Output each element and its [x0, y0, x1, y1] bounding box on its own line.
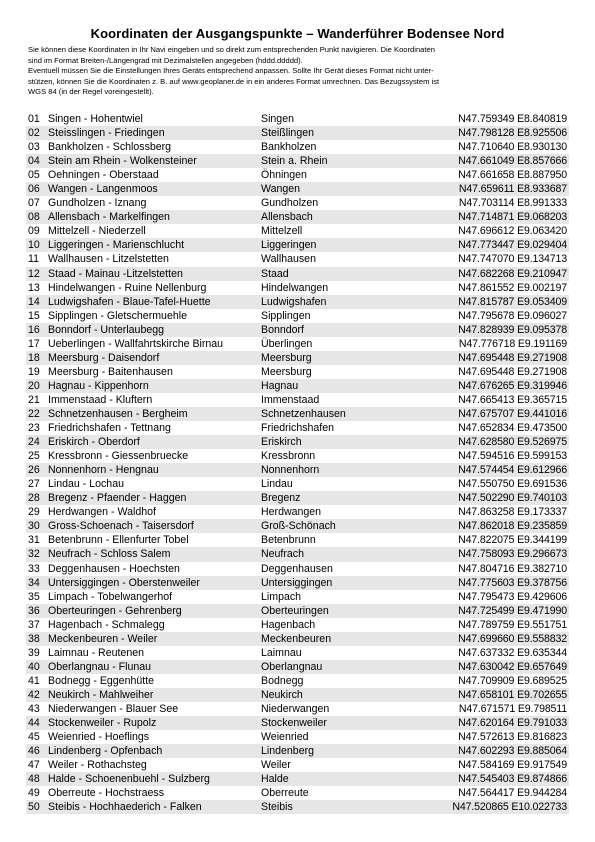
- row-number: 04: [28, 155, 40, 168]
- coordinates: N47.725499 E9.471990: [458, 604, 567, 617]
- start-place: Lindenberg: [261, 745, 315, 758]
- coordinates: N47.675707 E9.441016: [458, 407, 567, 420]
- intro-line: stützen, können Sie die Koordinaten z. B. auf www.geoplaner.de in ein anderes Format umrechnen. Das Bezugssystem ist: [28, 76, 440, 86]
- start-place: Eriskirch: [261, 436, 302, 449]
- route-name: Niederwangen - Blauer See: [48, 702, 179, 715]
- start-place: Steißlingen: [261, 127, 314, 140]
- start-place: Weiler: [261, 759, 291, 772]
- start-place: Bodnegg: [261, 674, 304, 687]
- coordinates: N47.710640 E8.930130: [458, 141, 567, 154]
- table-row: [26, 772, 569, 786]
- start-place: Gundholzen: [261, 197, 319, 210]
- table-row: [26, 140, 569, 154]
- route-name: Ueberlingen - Wallfahrtskirche Birnau: [48, 337, 224, 350]
- coordinates: N47.658101 E9.702655: [458, 688, 567, 701]
- table-row: [26, 519, 569, 533]
- table-row: [26, 365, 569, 379]
- start-place: Schnetzenhausen: [261, 407, 346, 420]
- coordinates: N47.714871 E9.068203: [458, 211, 567, 224]
- coordinates: N47.795473 E9.429606: [458, 590, 567, 603]
- row-number: 12: [28, 267, 40, 280]
- route-name: Ludwigshafen - Blaue-Tafel-Huette: [48, 295, 211, 308]
- route-name: Neufrach - Schloss Salem: [48, 548, 171, 561]
- row-number: 48: [28, 773, 40, 786]
- route-name: Nonnenhorn - Hengnau: [48, 464, 159, 477]
- start-place: Kressbronn: [261, 450, 316, 463]
- route-name: Bodnegg - Eggenhütte: [48, 674, 155, 687]
- row-number: 41: [28, 674, 40, 687]
- start-place: Hagnau: [261, 379, 299, 392]
- start-place: Weienried: [261, 731, 309, 744]
- table-row: [26, 730, 569, 744]
- table-row: [26, 562, 569, 576]
- intro-line: sind im Format Breiten-/Längengrad mit Dezimalstellen angegeben (hddd.ddddd).: [28, 55, 303, 65]
- table-row: [26, 154, 569, 168]
- start-place: Neufrach: [261, 548, 304, 561]
- route-name: Kressbronn - Giessenbruecke: [48, 450, 189, 463]
- table-row: [26, 421, 569, 435]
- coordinates: N47.822075 E9.344199: [458, 534, 567, 547]
- start-place: Oberlangnau: [261, 660, 323, 673]
- coordinates: N47.703114 E8.991333: [458, 197, 567, 210]
- route-name: Wallhausen - Litzelstetten: [48, 253, 169, 266]
- table-row: [26, 323, 569, 337]
- start-place: Steibis: [261, 801, 293, 814]
- route-name: Oehningen - Oberstaad: [48, 169, 159, 182]
- row-number: 33: [28, 562, 40, 575]
- start-place: Oberteuringen: [261, 604, 329, 617]
- coordinates: N47.828939 E9.095378: [458, 323, 567, 336]
- start-place: Meersburg: [261, 351, 312, 364]
- table-row: [26, 744, 569, 758]
- route-name: Weienried - Hoeflings: [48, 731, 150, 744]
- table-row: [26, 688, 569, 702]
- row-number: 26: [28, 464, 40, 477]
- coordinates: N47.773447 E9.029404: [458, 239, 567, 252]
- start-place: Friedrichshafen: [261, 422, 335, 435]
- route-name: Gross-Schoenach - Taisersdorf: [48, 520, 194, 533]
- start-place: Meersburg: [261, 365, 312, 378]
- row-number: 27: [28, 478, 40, 491]
- coordinates: N47.550750 E9.691536: [458, 478, 567, 491]
- coordinates: N47.709909 E9.689525: [458, 674, 567, 687]
- coordinates: N47.502290 E9.740103: [458, 492, 567, 505]
- start-place: Hindelwangen: [261, 281, 329, 294]
- coordinates: N47.676265 E9.319946: [458, 379, 567, 392]
- start-place: Überlingen: [261, 337, 313, 350]
- row-number: 11: [28, 253, 39, 266]
- page-title: Koordinaten der Ausgangspunkte – Wanderführer Bodensee Nord: [90, 26, 505, 41]
- table-row: [26, 547, 569, 561]
- coordinates: N47.637332 E9.635344: [458, 646, 567, 659]
- row-number: 32: [28, 548, 40, 561]
- coordinates: N47.630042 E9.657649: [458, 660, 567, 673]
- route-name: Schnetzenhausen - Bergheim: [48, 407, 188, 420]
- route-name: Meersburg - Daisendorf: [48, 351, 160, 364]
- route-name: Betenbrunn - Ellenfurter Tobel: [48, 534, 189, 547]
- row-number: 01: [28, 113, 40, 125]
- start-place: Öhningen: [261, 169, 307, 182]
- table-row: [26, 196, 569, 210]
- coordinates: N47.795678 E9.096027: [458, 309, 567, 322]
- row-number: 05: [28, 169, 40, 182]
- row-number: 47: [28, 759, 40, 772]
- start-place: Wallhausen: [261, 253, 316, 266]
- row-number: 03: [28, 141, 40, 154]
- row-number: 19: [28, 365, 40, 378]
- coordinates: N47.564417 E9.944284: [458, 787, 567, 800]
- start-place: Liggeringen: [261, 239, 317, 252]
- table-row: [26, 590, 569, 604]
- row-number: 20: [28, 379, 40, 392]
- coordinates: N47.659611 E8.933687: [458, 183, 567, 196]
- route-name: Hindelwangen - Ruine Nellenburg: [48, 281, 207, 294]
- table-row: [26, 126, 569, 140]
- coordinates: N47.695448 E9.271908: [458, 351, 567, 364]
- coordinates: N47.682268 E9.210947: [458, 267, 567, 280]
- row-number: 34: [28, 576, 40, 589]
- table-row: [26, 309, 569, 323]
- row-number: 29: [28, 506, 40, 519]
- route-name: Mittelzell - Niederzell: [48, 225, 146, 238]
- start-place: Singen: [261, 113, 294, 125]
- route-name: Allensbach - Markelfingen: [48, 211, 170, 224]
- table-row: [26, 210, 569, 224]
- coordinates: N47.804716 E9.382710: [458, 562, 567, 575]
- coordinates: N47.696612 E9.063420: [458, 225, 567, 238]
- row-number: 18: [28, 351, 40, 364]
- route-name: Laimnau - Reutenen: [48, 646, 144, 659]
- row-number: 38: [28, 632, 40, 645]
- table-row: [26, 252, 569, 266]
- row-number: 06: [28, 183, 40, 196]
- row-number: 21: [28, 393, 40, 406]
- table-row: [26, 112, 569, 126]
- row-number: 16: [28, 323, 40, 336]
- table-row: [26, 716, 569, 730]
- start-place: Hagenbach: [261, 618, 316, 631]
- row-number: 02: [28, 127, 40, 140]
- coordinates: N47.775603 E9.378756: [458, 576, 567, 589]
- intro-line: WGS 84 (in der Regel voreingestellt).: [28, 87, 154, 97]
- row-number: 24: [28, 436, 40, 449]
- coordinates: N47.628580 E9.526975: [458, 436, 567, 449]
- coordinates: N47.652834 E9.473500: [458, 422, 567, 435]
- route-name: Lindenberg - Opfenbach: [48, 745, 163, 758]
- table-row: [26, 337, 569, 351]
- table-row: [26, 238, 569, 252]
- coordinates: N47.861552 E9.002197: [458, 281, 567, 294]
- coordinates: N47.699660 E9.558832: [458, 632, 567, 645]
- table-row: [26, 533, 569, 547]
- start-place: Halde: [261, 773, 289, 786]
- route-name: Bonndorf - Unterlaubegg: [48, 323, 165, 336]
- coordinates: N47.520865 E10.022733: [452, 801, 567, 814]
- start-place: Bregenz: [261, 492, 301, 505]
- table-row: [26, 267, 569, 281]
- intro-line: Sie können diese Koordinaten in Ihr Navi eingeben und so direkt zum entsprechenden Punkt navigieren. Die Koordinaten: [28, 45, 435, 54]
- coordinates: N47.665413 E9.365715: [458, 393, 567, 406]
- route-name: Eriskirch - Oberdorf: [48, 436, 140, 449]
- row-number: 31: [28, 534, 40, 547]
- table-row: [26, 477, 569, 491]
- start-place: Laimnau: [261, 646, 302, 659]
- start-place: Staad: [261, 267, 289, 280]
- row-number: 44: [28, 717, 40, 730]
- coordinates: N47.602293 E9.885064: [458, 745, 567, 758]
- coordinates: N47.572613 E9.816823: [458, 731, 567, 744]
- coordinates: N47.758093 E9.296673: [458, 548, 567, 561]
- route-name: Hagenbach - Schmalegg: [48, 618, 165, 631]
- route-name: Bregenz - Pfaender - Haggen: [48, 492, 187, 505]
- route-name: Steibis - Hochhaederich - Falken: [48, 801, 202, 814]
- route-name: Lindau - Lochau: [48, 478, 124, 491]
- table-row: [26, 491, 569, 505]
- table-row: [26, 295, 569, 309]
- coordinates: N47.545403 E9.874866: [458, 773, 567, 786]
- start-place: Untersiggingen: [261, 576, 333, 589]
- table-row: [26, 660, 569, 674]
- row-number: 37: [28, 618, 40, 631]
- route-name: Herdwangen - Waldhof: [48, 506, 156, 519]
- route-name: Oberlangnau - Flunau: [48, 660, 152, 673]
- intro-line: Eventuell müssen Sie die Einstellungen Ihres Geräts entsprechend anpassen. Sollte Ihr Gerät dieses Format nicht unter-: [28, 66, 434, 76]
- table-row: [26, 646, 569, 660]
- table-row: [26, 281, 569, 295]
- intro-text: [28, 45, 568, 98]
- start-place: Bonndorf: [261, 323, 304, 336]
- coordinates: N47.862018 E9.235859: [458, 520, 567, 533]
- start-place: Groß-Schönach: [261, 520, 336, 533]
- row-number: 30: [28, 520, 40, 533]
- row-number: 09: [28, 225, 40, 238]
- start-place: Stockenweiler: [261, 717, 327, 730]
- start-place: Ludwigshafen: [261, 295, 327, 308]
- table-row: [26, 674, 569, 688]
- table-row: [26, 407, 569, 421]
- route-name: Wangen - Langenmoos: [48, 183, 158, 196]
- route-name: Stein am Rhein - Wolkensteiner: [48, 155, 197, 168]
- route-name: Steisslingen - Friedingen: [48, 127, 165, 140]
- route-name: Bankholzen - Schlossberg: [48, 141, 172, 154]
- coordinates: N47.574454 E9.612966: [458, 464, 567, 477]
- coordinates: N47.661658 E8.887950: [458, 169, 567, 182]
- route-name: Singen - Hohentwiel: [48, 113, 143, 125]
- route-name: Gundholzen - Iznang: [48, 197, 147, 210]
- table-row: [26, 393, 569, 407]
- route-name: Deggenhausen - Hoechsten: [48, 562, 180, 575]
- row-number: 14: [28, 295, 40, 308]
- coordinates: N47.584169 E9.917549: [458, 759, 567, 772]
- route-name: Meersburg - Baitenhausen: [48, 365, 173, 378]
- route-name: Limpach - Tobelwangerhof: [48, 590, 173, 603]
- start-place: Sipplingen: [261, 309, 311, 322]
- row-number: 25: [28, 450, 40, 463]
- row-number: 50: [28, 801, 40, 814]
- table-row: [26, 758, 569, 772]
- start-place: Oberreute: [261, 787, 309, 800]
- start-place: Immenstaad: [261, 393, 320, 406]
- table-row: [26, 168, 569, 182]
- table-row: [26, 463, 569, 477]
- row-number: 40: [28, 660, 40, 673]
- route-name: Weiler - Rothachsteg: [48, 759, 147, 772]
- route-name: Liggeringen - Marienschlucht: [48, 239, 185, 252]
- start-place: Deggenhausen: [261, 562, 333, 575]
- start-place: Mittelzell: [261, 225, 303, 238]
- table-row: [26, 702, 569, 716]
- route-name: Staad - Mainau -Litzelstetten: [48, 267, 183, 280]
- table-row: [26, 604, 569, 618]
- coordinates: N47.776718 E9.191169: [458, 337, 567, 350]
- start-place: Limpach: [261, 590, 302, 603]
- coordinates: N47.695448 E9.271908: [458, 365, 567, 378]
- table-row: [26, 224, 569, 238]
- coordinates: N47.789759 E9.551751: [458, 618, 567, 631]
- route-name: Stockenweiler - Rupolz: [48, 717, 157, 730]
- row-number: 46: [28, 745, 40, 758]
- start-place: Wangen: [261, 183, 301, 196]
- row-number: 39: [28, 646, 40, 659]
- start-place: Betenbrunn: [261, 534, 316, 547]
- coordinates-table: [26, 112, 569, 814]
- coordinates: N47.620164 E9.791033: [458, 717, 567, 730]
- table-row: [26, 351, 569, 365]
- row-number: 43: [28, 702, 40, 715]
- coordinates: N47.661049 E8.857666: [458, 155, 567, 168]
- start-place: Neukirch: [261, 688, 303, 701]
- route-name: Sipplingen - Gletschermuehle: [48, 309, 187, 322]
- table-row: [26, 449, 569, 463]
- route-name: Halde - Schoenenbuehl - Sulzberg: [48, 773, 210, 786]
- table-row: [26, 800, 569, 814]
- coordinates: N47.798128 E8.925506: [458, 127, 567, 140]
- coordinates: N47.671571 E9.798511: [458, 702, 567, 715]
- row-number: 35: [28, 590, 40, 603]
- table-row: [26, 632, 569, 646]
- route-name: Hagnau - Kippenhorn: [48, 379, 149, 392]
- route-name: Neukirch - Mahlweiher: [48, 688, 154, 701]
- route-name: Meckenbeuren - Weiler: [48, 632, 158, 645]
- row-number: 10: [28, 239, 40, 252]
- start-place: Herdwangen: [261, 506, 322, 519]
- table-row: [26, 576, 569, 590]
- coordinates: N47.594516 E9.599153: [458, 450, 567, 463]
- row-number: 22: [28, 407, 40, 420]
- table-row: [26, 786, 569, 800]
- start-place: Niederwangen: [261, 702, 330, 715]
- start-place: Lindau: [261, 478, 293, 491]
- start-place: Bankholzen: [261, 141, 317, 154]
- route-name: Untersiggingen - Oberstenweiler: [48, 576, 200, 589]
- row-number: 49: [28, 787, 40, 800]
- route-name: Oberreute - Hochstraess: [48, 787, 164, 800]
- coordinates: N47.863258 E9.173337: [458, 506, 567, 519]
- row-number: 36: [28, 604, 40, 617]
- table-row: [26, 182, 569, 196]
- coordinates: N47.747070 E9.134713: [458, 253, 567, 266]
- table-row: [26, 435, 569, 449]
- row-number: 23: [28, 422, 40, 435]
- start-place: Stein a. Rhein: [261, 155, 328, 168]
- coordinates: N47.815787 E9.053409: [458, 295, 567, 308]
- row-number: 15: [28, 309, 40, 322]
- route-name: Friedrichshafen - Tettnang: [48, 422, 171, 435]
- row-number: 07: [28, 197, 40, 210]
- row-number: 17: [28, 337, 40, 350]
- route-name: Immenstaad - Kluftern: [48, 393, 153, 406]
- table-row: [26, 618, 569, 632]
- start-place: Meckenbeuren: [261, 632, 332, 645]
- row-number: 42: [28, 688, 40, 701]
- row-number: 08: [28, 211, 40, 224]
- start-place: Allensbach: [261, 211, 313, 224]
- row-number: 13: [28, 281, 40, 294]
- start-place: Nonnenhorn: [261, 464, 320, 477]
- table-row: [26, 505, 569, 519]
- route-name: Oberteuringen - Gehrenberg: [48, 604, 182, 617]
- row-number: 45: [28, 731, 40, 744]
- table-row: [26, 379, 569, 393]
- row-number: 28: [28, 492, 40, 505]
- coordinates: N47.759349 E8.840819: [458, 113, 567, 125]
